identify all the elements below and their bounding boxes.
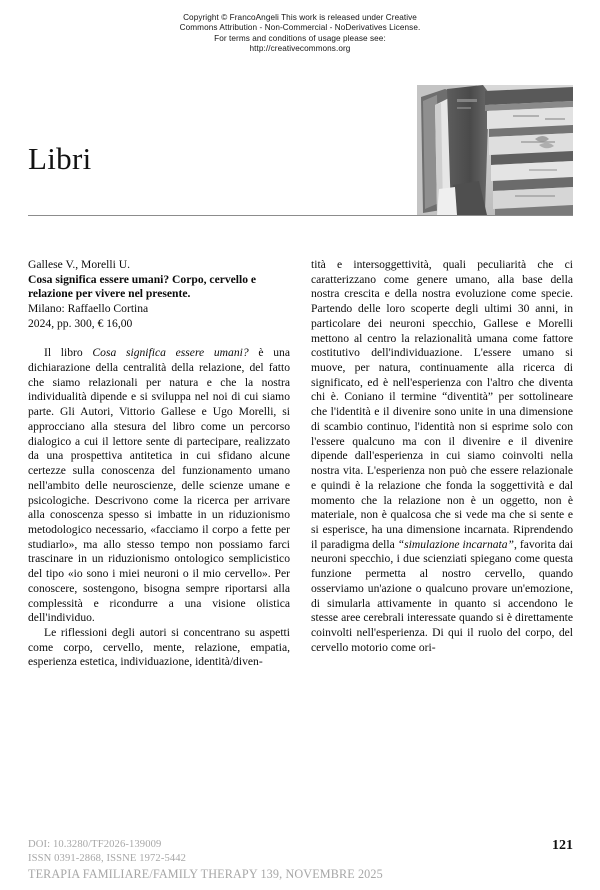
copyright-banner bbox=[0, 13, 600, 55]
concept-italic: “simulazione incarnata” bbox=[397, 537, 515, 551]
masthead-divider bbox=[28, 215, 573, 216]
citation-publication-info: 2024, pp. 300, € 16,00 bbox=[28, 316, 133, 330]
copyright-line-2: Commons Attribution - Non-Commercial - NoDerivatives License. bbox=[179, 23, 421, 33]
paragraph-text: , favorita dai neuroni specchio, i due scienziati spiegano come questa funzione permetta al nostro cervello, quando osserviamo un'azione o qualcuno provare un'emozione, di simularla attivamente in quanto si accendono le stesse aree cerebrali interessate quando si è direttamente coinvolti nell'esperienza. Di qui il ruolo del corpo, del cervello motorio come ori- bbox=[311, 537, 573, 654]
doi-text: DOI: 10.3280/TF2026-139009 bbox=[28, 839, 162, 850]
column-left bbox=[28, 258, 290, 670]
column-right bbox=[311, 258, 573, 655]
paragraph-text: Le riflessioni degli autori si concentrano su aspetti come corpo, cervello, mente, relazione, empatia, esperienza estetica, individuazione, identità/diven- bbox=[28, 625, 290, 669]
footer-identifiers bbox=[28, 838, 186, 866]
journal-title-footer: TERAPIA FAMILIARE/FAMILY THERAPY 139, NOVEMBRE 2025 bbox=[28, 867, 383, 882]
copyright-line-1: Copyright © FrancoAngeli This work is released under Creative bbox=[183, 13, 417, 22]
paragraph-text: è una dichiarazione della centralità della relazione, del fatto che siamo relazionali per natura e che la nostra individualità dipende e si sviluppa nel noi di cui siamo parte. Gli Autori, Vittorio Gallese e Ugo Morelli, si approcciano alla stesura del libro come un percorso dialogico a cui il lettore sente di partecipare, realizzato da una prospettiva antitetica in cui sfidano alcune certezze sulla conoscenza del funzionamento umano nell'ambito delle neuroscienze, delle scienze umane e psicologiche. Descrivono come la ricerca per arrivare alla conoscenza spesso si imbatte in un riduzionismo metodologico necessario, «facciamo il corpo a fette per studiarlo», ma allo stesso tempo non possiamo farci trascinare in un riduzionismo ontologico semplicistico del tipo «io sono i miei neuroni o il mio cervello». Per conoscere, sostengono, bisogna sempre riportarsi alla complessità e ricondurre a una visione olistica dell'individuo. bbox=[28, 346, 290, 625]
article-body bbox=[28, 258, 573, 833]
citation-authors: Gallese V., Morelli U. bbox=[28, 258, 130, 271]
citation-imprint: Milano: Raffaello Cortina bbox=[28, 302, 149, 316]
page-title: Libri bbox=[28, 141, 92, 176]
issn-text: ISSN 0391-2868, ISSNE 1972-5442 bbox=[28, 853, 187, 865]
citation-book-title: Cosa significa essere umani? Corpo, cervello e relazione per vivere nel presente. bbox=[28, 272, 257, 301]
copyright-url: http://creativecommons.org bbox=[249, 44, 351, 54]
stacked-books-photo bbox=[417, 85, 573, 215]
stacked-books-illustration bbox=[417, 85, 573, 215]
page-footer bbox=[28, 838, 573, 886]
paragraph-text: Il libro bbox=[44, 346, 93, 360]
paragraph bbox=[28, 346, 290, 626]
masthead bbox=[0, 85, 600, 217]
paragraph bbox=[311, 258, 573, 655]
book-citation bbox=[28, 258, 290, 332]
paragraph-text: tità e intersoggettività, quali peculiarità che ci caratterizzano come genere umano, alla base della nostra crescita e della nostra evoluzione come specie. Partendo delle loro scoperte degli ultimi 30 anni, in particolare dei neuroni specchio, Gallese e Morelli mettono al centro la relazionalità umana come fattore costitutivo dell'individuazione. L'essere umano si muove, per natura, continuamente alla ricerca di significato, ed è nell'esperienza con l'altro che diventa chi è. Coniano il termine “diventità” per sottolineare che l'identità e il divenire sono unite in una dimensione di scambio continuo, l'identità non si esprime solo con l'essere qualcuno ma con il divenire e il divenire dipende dall'esperienza in cui siamo coinvolti nella nostra vita. L'esperienza non può che essere relazionale e quindi è la relazione che fonda la soggettività e dal momento che la relazione non è un oggetto, non è materiale, non è qualcosa che si vede ma che si sente e si esperisce, ha una dimensione incarnata. Riprendendo il paradigma della bbox=[311, 258, 573, 551]
paragraph bbox=[28, 626, 290, 670]
book-title-italic: Cosa significa essere umani? bbox=[92, 346, 249, 360]
copyright-line-3: For terms and conditions of usage please see: bbox=[214, 33, 386, 43]
page-number: 121 bbox=[552, 838, 573, 853]
